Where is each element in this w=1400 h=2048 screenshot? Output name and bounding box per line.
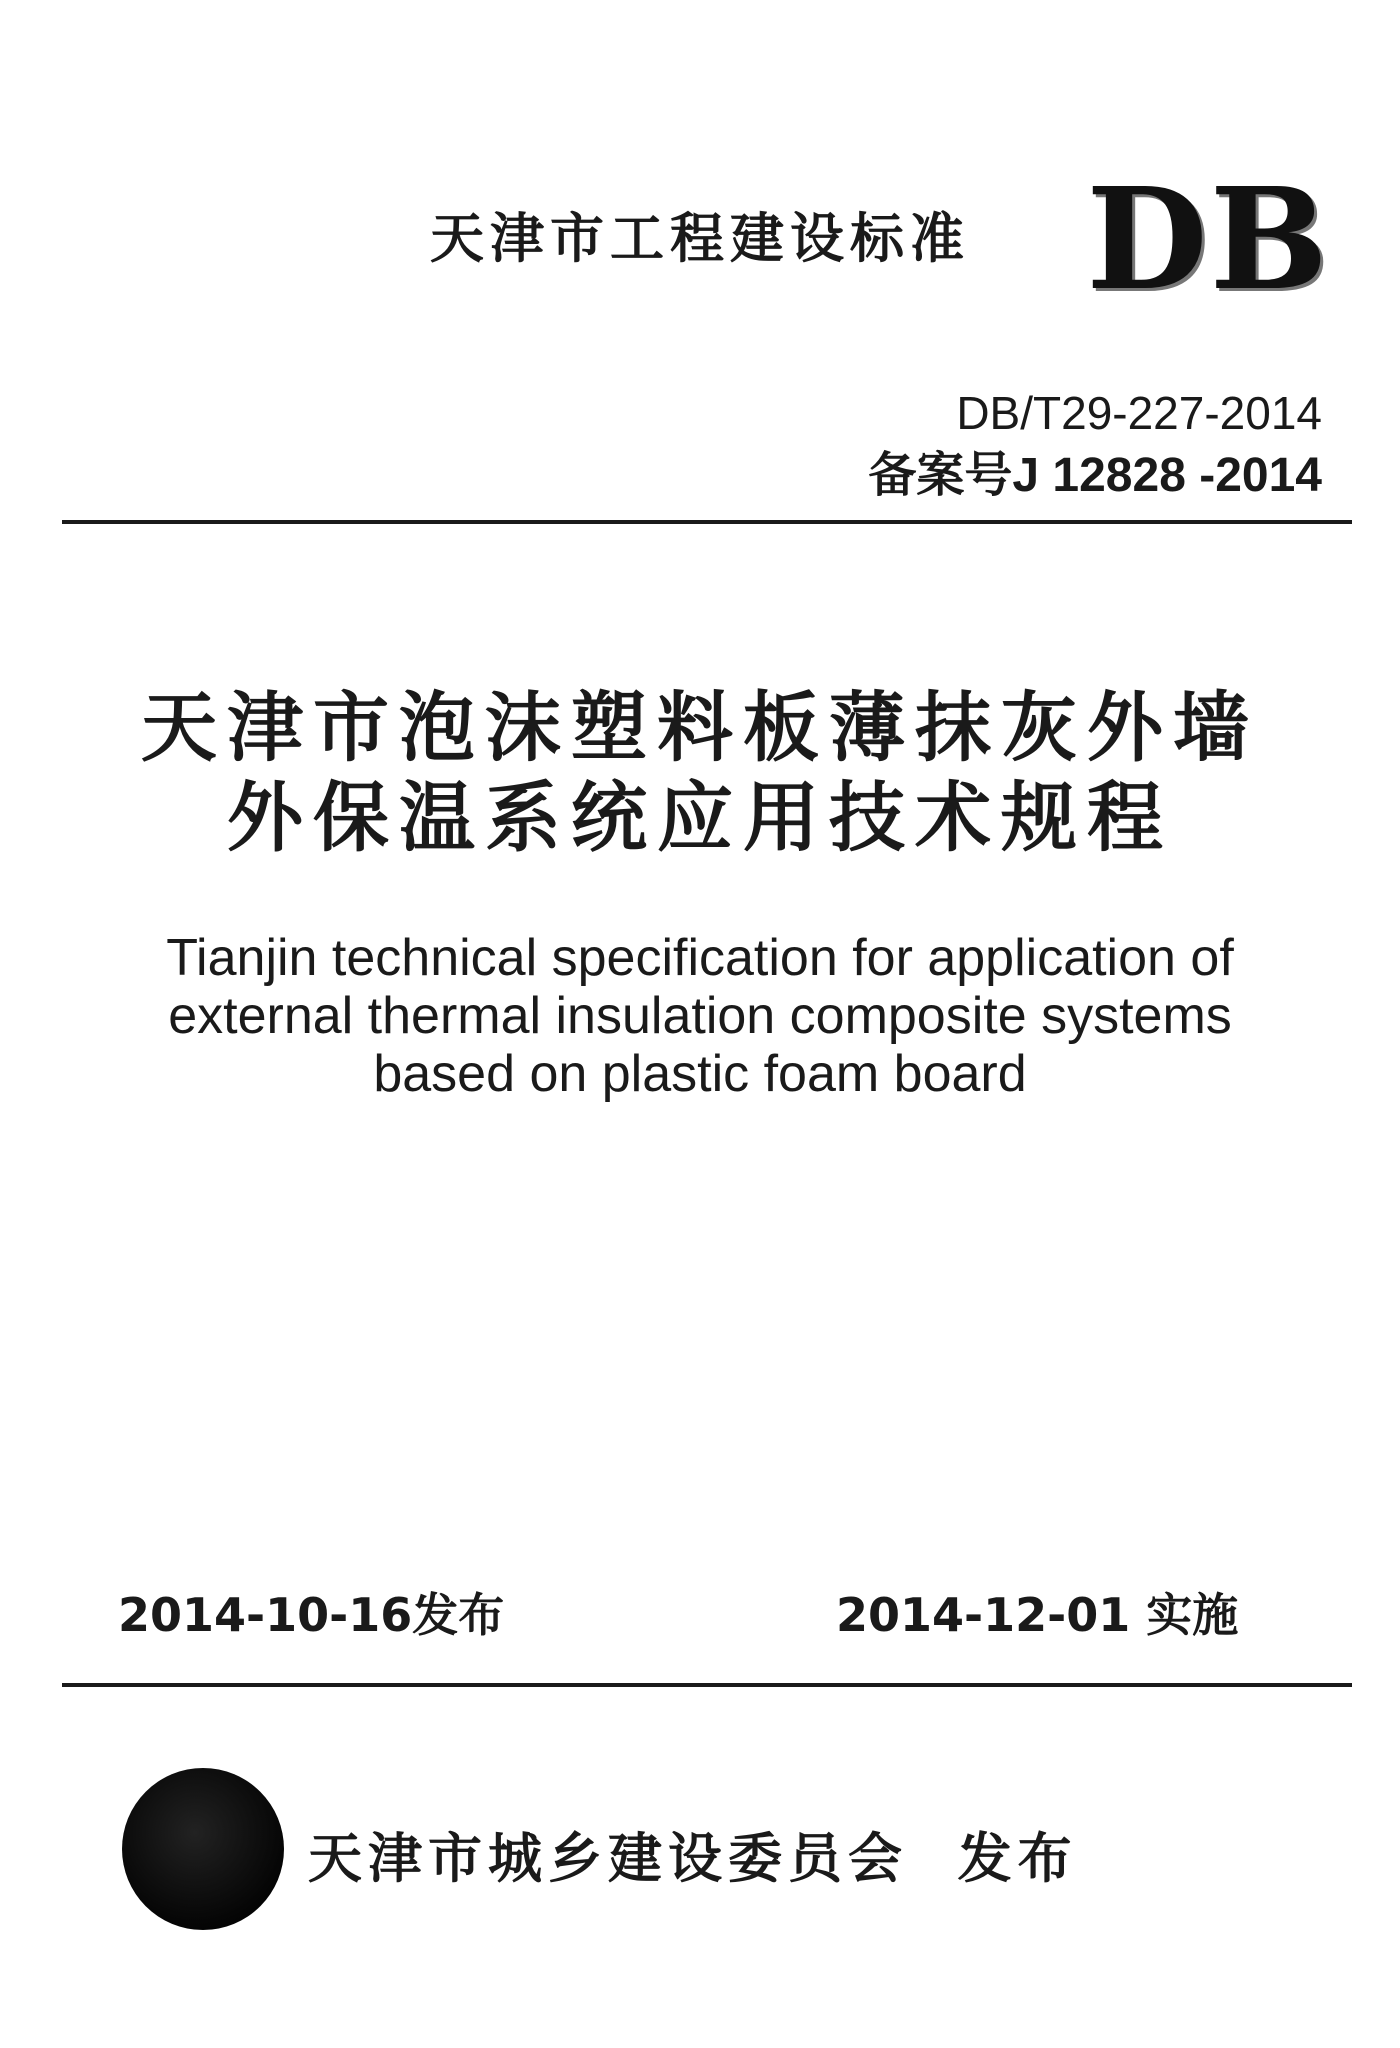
db-logo: DB <box>1086 158 1330 322</box>
title-english-line-1: Tianjin technical specification for application of <box>166 929 1234 987</box>
effective-date: 2014-12-01 实施 <box>836 1588 1239 1642</box>
bottom-divider <box>62 1683 1352 1687</box>
publisher-seal <box>122 1768 284 1930</box>
publisher: 天津市城乡建设委员会 发布 <box>308 1827 1078 1890</box>
title-chinese-line-2: 外保温系统应用技术规程 <box>227 773 1173 862</box>
top-divider <box>62 520 1352 524</box>
title-english-line-3: based on plastic foam board <box>373 1045 1027 1103</box>
standard-number: DB/T29-227-2014 <box>956 387 1322 439</box>
title-english-line-2: external thermal insulation composite systems <box>168 987 1232 1045</box>
series-title: 天津市工程建设标准 <box>430 207 970 270</box>
issue-date: 2014-10-16发布 <box>118 1588 505 1642</box>
record-number: 备案号J 12828 -2014 <box>868 449 1322 502</box>
title-chinese-line-1: 天津市泡沫塑料板薄抹灰外墙 <box>141 683 1259 772</box>
